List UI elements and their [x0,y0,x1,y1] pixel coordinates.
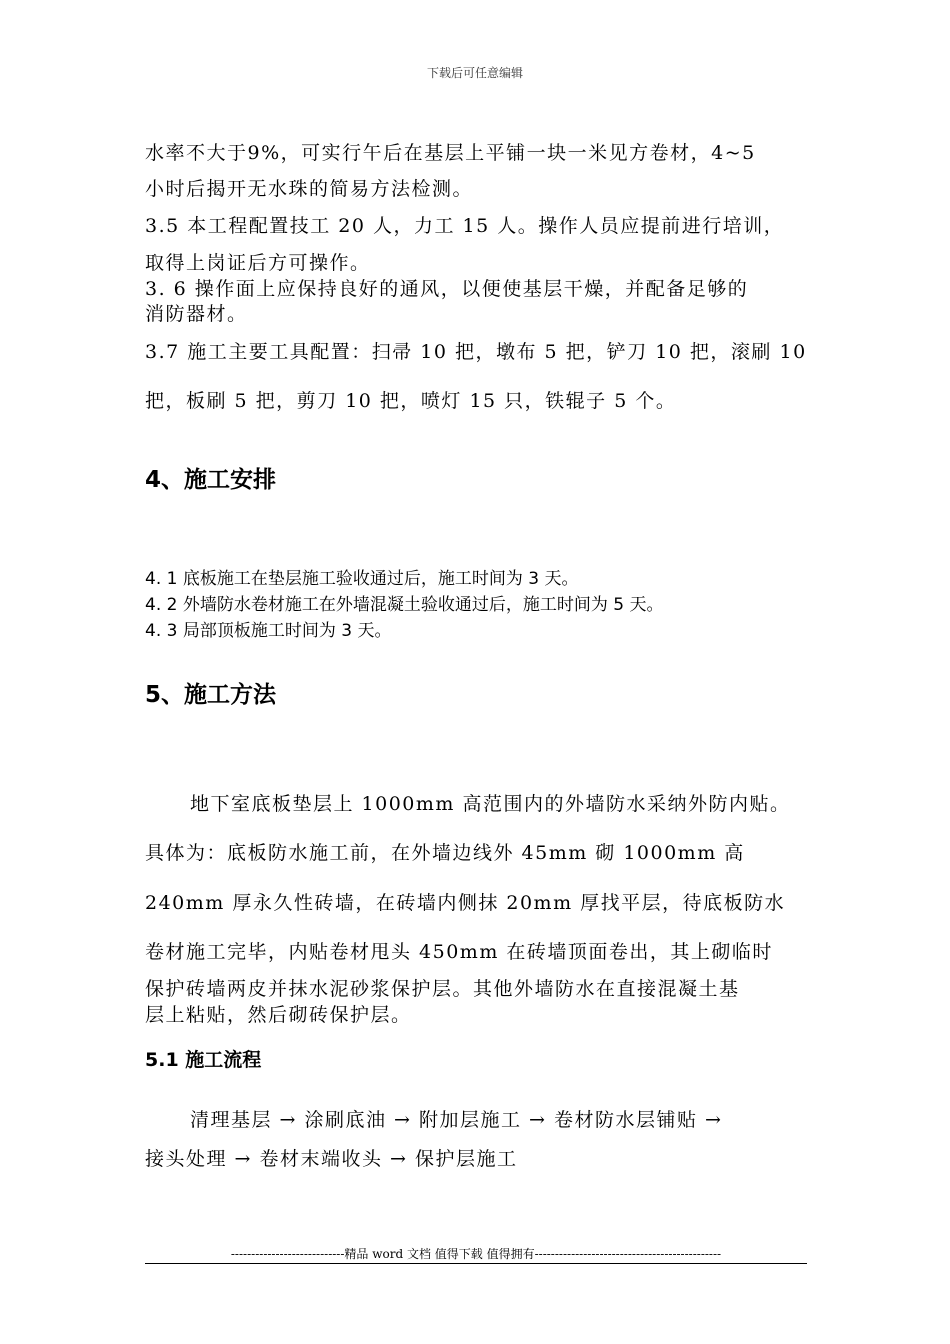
page-footer-note: ----------------------------精品 word 文档 值得下载 值得拥有---------------------------------------------- [230,1247,722,1261]
section-5-heading: 5、施工方法 [145,682,277,708]
method-paragraph-line: 地下室底板垫层上 1000mm 高范围内的外墙防水采纳外防内贴。 [190,793,791,815]
body-line: 3.5 本工程配置技工 20 人，力工 15 人。操作人员应提前进行培训， [145,215,785,237]
method-paragraph-line: 保护砖墙两皮并抹水泥砂浆保护层。其他外墙防水在直接混凝土基 [145,978,740,1000]
method-paragraph-line: 层上粘贴，然后砌砖保护层。 [145,1004,412,1026]
method-paragraph-line: 卷材施工完毕，内贴卷材甩头 450mm 在砖墙顶面卷出，其上砌临时 [145,941,773,963]
schedule-line: 4. 2 外墙防水卷材施工在外墙混凝土验收通过后，施工时间为 5 天。 [145,595,664,615]
body-line: 取得上岗证后方可操作。 [145,252,371,274]
body-line: 把，板刷 5 把，剪刀 10 把，喷灯 15 只，铁辊子 5 个。 [145,390,677,412]
section-4-heading: 4、施工安排 [145,467,277,493]
body-line: 3.7 施工主要工具配置：扫帚 10 把，墩布 5 把，铲刀 10 把，滚刷 10 [145,341,807,363]
process-flow-line: 清理基层 → 涂刷底油 → 附加层施工 → 卷材防水层铺贴 → [190,1109,723,1131]
process-flow-line: 接头处理 → 卷材末端收头 → 保护层施工 [145,1148,518,1170]
page-header-note: 下载后可任意编辑 [426,66,523,80]
schedule-line: 4. 1 底板施工在垫层施工验收通过后，施工时间为 3 天。 [145,569,579,589]
body-line: 3. 6 操作面上应保持良好的通风，以便使基层干燥，并配备足够的 [145,278,749,300]
method-paragraph-line: 240mm 厚永久性砖墙，在砖墙内侧抹 20mm 厚找平层，待底板防水 [145,892,786,914]
method-paragraph-line: 具体为：底板防水施工前，在外墙边线外 45mm 砌 1000mm 高 [145,842,745,864]
body-line: 水率不大于9%，可实行午后在基层上平铺一块一米见方卷材，4~5 [145,142,756,164]
schedule-line: 4. 3 局部顶板施工时间为 3 天。 [145,621,392,641]
subsection-5-1-heading: 5.1 施工流程 [145,1049,262,1071]
footer-rule [145,1263,807,1264]
body-line: 消防器材。 [145,303,248,325]
body-line: 小时后揭开无水珠的简易方法检测。 [145,178,474,200]
